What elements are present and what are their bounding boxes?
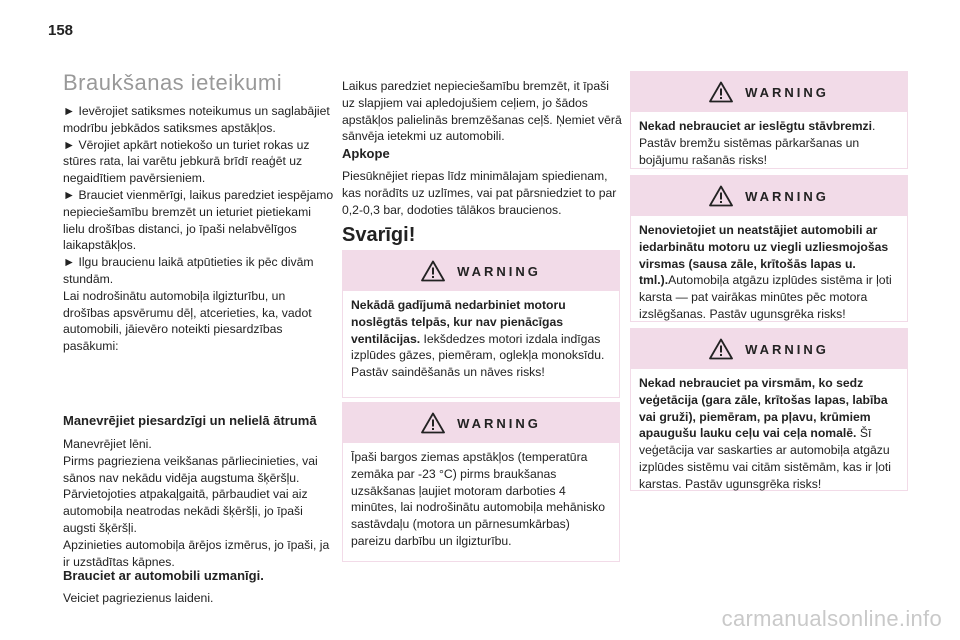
col1-subhead-drive: Brauciet ar automobili uzmanīgi.: [63, 568, 264, 583]
warning-text: Iekšdedzes motori izdala indīgas izplūdes gāzes, piemēram, oglekļa monoksīdu. Pastāv saindēšanās un nāves risks!: [351, 331, 605, 380]
warning-title: WARNING: [745, 188, 829, 204]
col1-drive-text: Veiciet pagriezienus laideni.: [63, 591, 214, 605]
col2-brake-text: Laikus paredziet nepieciešamību bremzēt, it īpaši uz slapjiem vai apledojušiem ceļiem, jo šādos apstākļos palielinās bremzēšanas ceļš. Ņemiet vērā sānvēja ietekmi uz automobili.: [342, 79, 622, 144]
warning-bold-text: Nekad nebrauciet pa virsmām, ko sedz veģetācija (gara zāle, krītošas lapas, labība vai gruži), piemēram, pa pļavu, krūmiem apaugušu lauku ceļu vai ceļa nomalē.: [639, 376, 888, 441]
warning-box-vegetation: [630, 328, 908, 491]
warning-triangle-icon: [421, 260, 445, 282]
col2-important-heading: Svarīgi!: [342, 224, 416, 246]
warning-bold-text: Nekādā gadījumā nedarbiniet motoru noslēgtās telpās, kur nav pienācīgas ventilācijas.: [351, 298, 566, 346]
warning-box-ventilation: [342, 250, 620, 398]
col2-apkope-text: Piesūknējiet riepas līdz minimālajam spiedienam, kas norādīts uz uzlīmes, vai pat pārsniedziet to par 0,2-0,3 bar, dodoties tālākos braucienos.: [342, 169, 617, 217]
warning-title: WARNING: [457, 263, 541, 279]
warning-box-winter: [342, 402, 620, 562]
warning-triangle-icon: [709, 81, 733, 103]
warning-triangle-icon: [421, 412, 445, 434]
warning-text: Īpaši bargos ziemas apstākļos (temperatūra zemāka par -23 °C) pirms braukšanas uzsākšanas ļaujiet motoram darboties 4 minūtes, lai nodrošinātu automobiļa mehānisko sastāvdaļu (motora un pārnesumkārbas) pareizu darbību un ilgizturību.: [351, 450, 606, 548]
warning-text: Automobiļa atgāzu izplūdes sistēma ir ļoti karsta — pat vairākas minūtes pēc motora izslēgšanas. Pastāv ugunsgrēka risks!: [639, 273, 892, 321]
warning-triangle-icon: [709, 185, 733, 207]
warning-title: WARNING: [745, 84, 829, 100]
col2-subhead-apkope: Apkope: [342, 146, 390, 161]
warning-title: WARNING: [745, 341, 829, 357]
col1-intro: [63, 103, 335, 355]
warning-triangle-icon: [709, 338, 733, 360]
col1-intro-text: ► Ievērojiet satiksmes noteikumus un saglabājiet modrību jebkādos satiksmes apstākļos. ► Vērojiet apkārt notiekošo un turiet rokas uz stūres rata, lai varētu jebkurā brīdī reaģēt uz negaidītiem pavērsieniem. ► Brauciet vienmērīgi, laikus paredziet iespējamo nepieciešamību bremzēt un ieturiet pietiekami lielu drošības distanci, jo īpaši nelabvēlīgos laikapstākļos. ► Ilgu braucienu laikā atpūtieties ik pēc divām stundām. Lai nodrošinātu automobiļa ilgizturību, un drošības apsvērumu dēļ, atcerieties, ka, vadot automobili, jāievēro noteikti piesardzības pasākumi:: [63, 104, 334, 354]
section-title: Braukšanas ieteikumi: [63, 70, 283, 95]
watermark: carmanualsonline.info: [721, 606, 942, 631]
warning-box-parking-brake: [630, 71, 908, 169]
warning-title: WARNING: [457, 415, 541, 431]
warning-bold-text: Nekad nebrauciet ar ieslēgtu stāvbremzi: [639, 119, 873, 133]
warning-box-flammable-surface: [630, 175, 908, 322]
col1-maneuver-text: Manevrējiet lēni. Pirms pagrieziena veikšanas pārliecinieties, vai sānos nav nekādu vidēja augstuma šķēršļu. Pārvietojoties atpakaļgaitā, pārbaudiet vai aiz automobiļa neatrodas nekādi šķēršļi, jo īpaši augsti šķēršļi. Apzinieties automobiļa ārējos izmērus, jo īpaši, ja ir uzstādītas kāpnes.: [63, 437, 330, 569]
page-number: 158: [48, 22, 74, 39]
warning-text: . Pastāv bremžu sistēmas pārkaršanas un bojājumu rašanās risks!: [639, 119, 876, 167]
warning-bold-text: Nenovietojiet un neatstājiet automobili ar iedarbinātu motoru uz viegli uzliesmojošas virsmas (sausa zāle, krītošās lapas u. tml.).: [639, 223, 889, 288]
col1-subhead-maneuver: Manevrējiet piesardzīgi un nelielā ātrumā: [63, 413, 317, 428]
warning-text: Šī veģetācija var saskarties ar automobiļa atgāzu izplūdes sistēmu vai citām sistēmām, kas ir ļoti karstas. Pastāv ugunsgrēka risks!: [639, 426, 891, 491]
